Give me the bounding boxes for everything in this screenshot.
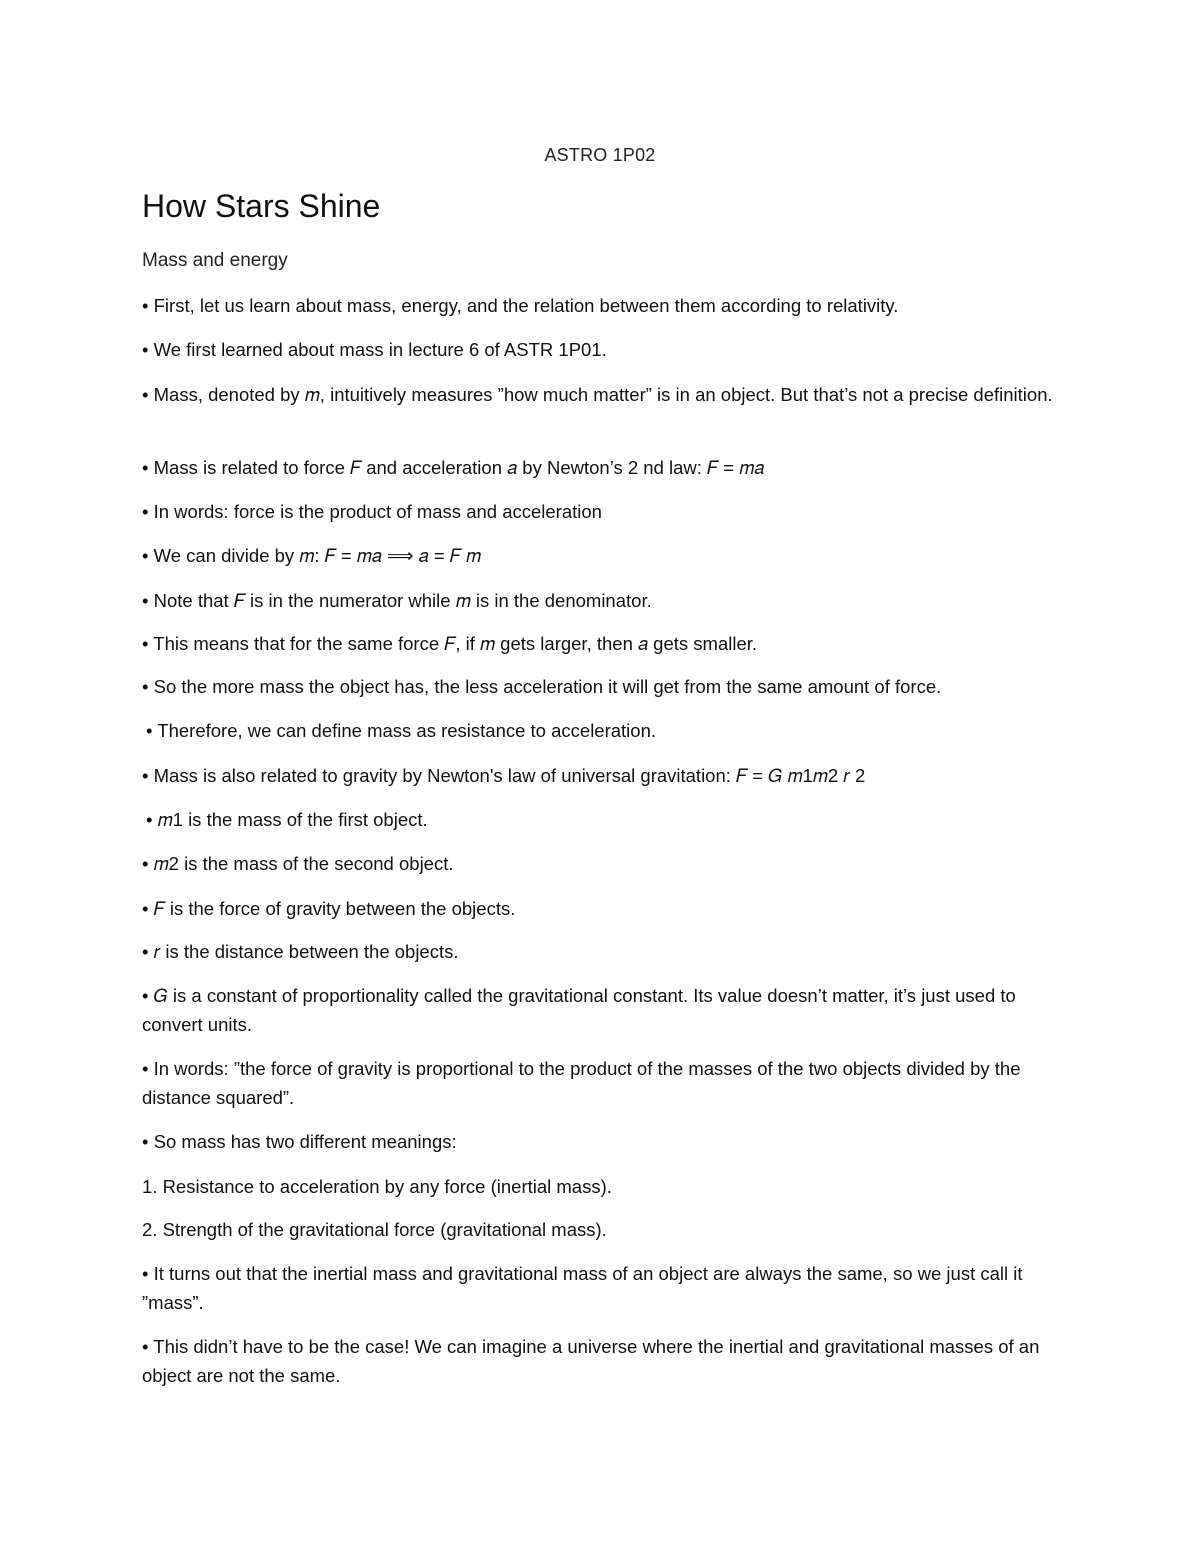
bullet-line: • So mass has two different meanings: bbox=[142, 1131, 457, 1152]
bullet-line: • Note that 𝐹 is in the numerator while 𝑚 is in the denominator. bbox=[142, 590, 652, 611]
bullet-line: • Mass is also related to gravity by Newton's law of universal gravitation: 𝐹 = 𝐺 𝑚1𝑚2 𝑟 2 bbox=[142, 765, 866, 786]
bullet-line: • Therefore, we can define mass as resistance to acceleration. bbox=[146, 720, 657, 741]
bullet-line: • In words: ”the force of gravity is proportional to the product of the masses of the two objects divided by the distance squared”. bbox=[142, 1058, 1021, 1108]
course-code-header: ASTRO 1P02 bbox=[544, 145, 656, 165]
bullet-line: • So the more mass the object has, the less acceleration it will get from the same amount of force. bbox=[142, 676, 942, 697]
page-title: How Stars Shine bbox=[142, 188, 381, 224]
bullet-line: • First, let us learn about mass, energy, and the relation between them according to relativity. bbox=[142, 295, 899, 316]
bullet-line: • It turns out that the inertial mass and gravitational mass of an object are always the same, so we just call it ”mass”. bbox=[142, 1263, 1023, 1313]
bullet-line: • This means that for the same force 𝐹, if 𝑚 gets larger, then 𝑎 gets smaller. bbox=[142, 633, 758, 654]
bullet-line: • Mass, denoted by 𝑚, intuitively measures ”how much matter” is in an object. But that’s not a precise definition. bbox=[142, 384, 1053, 405]
bullet-line: • This didn’t have to be the case! We can imagine a universe where the inertial and gravitational masses of an object are not the same. bbox=[142, 1336, 1040, 1386]
numbered-line: 1. Resistance to acceleration by any force (inertial mass). bbox=[142, 1176, 612, 1197]
bullet-line: • 𝑚1 is the mass of the first object. bbox=[146, 809, 428, 830]
bullet-line: • 𝐺 is a constant of proportionality called the gravitational constant. Its value doesn’t matter, it’s just used to convert units. bbox=[142, 985, 1016, 1035]
bullet-line: • 𝑚2 is the mass of the second object. bbox=[142, 853, 454, 874]
bullet-line: • Mass is related to force 𝐹 and acceleration 𝑎 by Newton’s 2 nd law: 𝐹 = 𝑚𝑎 bbox=[142, 457, 765, 478]
bullet-line: • In words: force is the product of mass and acceleration bbox=[142, 501, 602, 522]
numbered-line: 2. Strength of the gravitational force (gravitational mass). bbox=[142, 1219, 607, 1240]
bullet-line: • 𝑟 is the distance between the objects. bbox=[142, 941, 459, 962]
bullet-line: • We can divide by 𝑚: 𝐹 = 𝑚𝑎 ⟹ 𝑎 = 𝐹 𝑚 bbox=[142, 545, 482, 566]
bullet-line: • We first learned about mass in lecture 6 of ASTR 1P01. bbox=[142, 339, 607, 360]
bullet-line: • 𝐹 is the force of gravity between the objects. bbox=[142, 898, 516, 919]
section-heading: Mass and energy bbox=[142, 250, 288, 271]
